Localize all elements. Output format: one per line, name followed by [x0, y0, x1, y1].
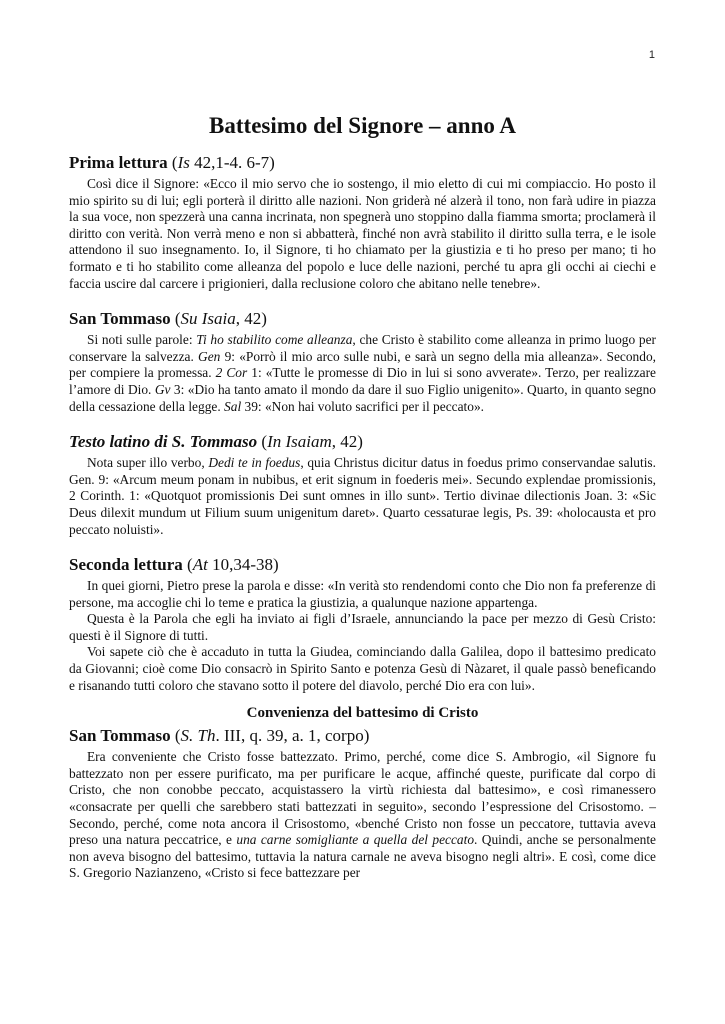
document-body	[69, 112, 656, 882]
text-run: 9: «Porrò il mio arco sulle nubi, e sarà un segno della mia alleanza». Secondo, per compiere la promessa.	[69, 348, 656, 381]
section-heading-prima-lettura	[69, 152, 656, 173]
paragraph: Così dice il Signore: «Ecco il mio servo che io sostengo, il mio eletto di cui mi compiaccio. Ho posto il mio spirito su di lui; egli porterà il diritto alle nazioni. Non griderà né alzerà il tono, non farà udire in piazza la sua voce, non spezzerà una canna incrinata, non spegnerà uno stoppino dalla fiamma smorta; proclamerà il diritto con verità. Non verrà meno e non si abbatterà, finché non avrà stabilito il diritto sulla terra, e le isole attendono il suo insegnamento. Io, il Signore, ti ho chiamato per la giustizia e ti ho preso per mano; ti ho formato e ti ho stabilito come alleanza del popolo e luce delle nazioni, perché tu apra gli occhi ai ciechi e faccia uscire dal carcere i prigionieri, dalla reclusione coloro che abitano nelle tenebre».	[69, 176, 656, 291]
heading-label: Seconda lettura	[69, 555, 183, 575]
text-run: . Quindi, anche se personalmente non aveva bisogno del battesimo, tuttavia la natura carnale ne aveva bisogno negli altri». E così, come dice S. Gregorio Nazianzeno, «Cristo si fece battezzare per	[69, 832, 656, 881]
heading-ref-rest: 10,34-38)	[207, 555, 279, 575]
heading-ref-rest: . III, q. 39, a. 1, corpo)	[215, 726, 370, 746]
italic-run: Ti ho stabilito come alleanza	[196, 332, 353, 348]
paragraph: In quei giorni, Pietro prese la parola e disse: «In verità sto rendendomi conto che Dio non fa preferenze di persone, ma accoglie chi lo teme e pratica la giustizia, a qualunque nazione appartenga.	[69, 578, 656, 610]
text-run: Era conveniente che Cristo fosse battezzato. Primo, perché, come dice S. Ambrogio, «il Signore fu battezzato non per essere purificato, ma per purificare le acque, affinché queste, purificate dal corpo di Cristo, che non conobbe peccato, acquistassero la virtù richiesta dal battesimo», e così rimanessero «consacrate per quelli che sarebbero stati battezzati in seguito», secondo l’espressione del Crisostomo. – Secondo, perché, come nota ancora il Crisostomo, «benché Cristo non fosse un peccatore, tuttavia aveva preso una natura peccatrice, e	[69, 749, 656, 848]
section-title-convenienza: Convenienza del battesimo di Cristo	[246, 705, 479, 722]
document-title: Battesimo del Signore – anno A	[209, 113, 516, 138]
italic-run: Dedi te in foedus	[208, 455, 301, 471]
heading-ref-open: (	[170, 726, 181, 746]
paragraph: Voi sapete ciò che è accaduto in tutta la Giudea, cominciando dalla Galilea, dopo il battesimo predicato da Giovanni; cioè come Dio consacrò in Spirito Santo e potenza Gesù di Nàzaret, il quale passò beneficando e risanando tutti coloro che stavano sotto il potere del diavolo, perché Dio era con lui».	[69, 644, 656, 693]
text-run: Si noti sulle parole:	[87, 332, 197, 348]
heading-ref-rest: , 42)	[235, 309, 267, 329]
heading-ref-rest: , 42)	[331, 432, 363, 452]
text-run: 39: «Non hai voluto sacrifici per il peccato».	[241, 398, 484, 414]
paragraph	[69, 749, 656, 882]
heading-label: Prima lettura	[69, 153, 168, 172]
heading-ref-open: (	[167, 153, 178, 172]
page-number: 1	[648, 49, 655, 61]
section-heading-seconda-lettura	[69, 554, 656, 575]
section-heading-testo-latino	[69, 431, 656, 452]
text-run: Nota super illo verbo,	[87, 455, 209, 471]
italic-run: Sal	[224, 398, 242, 414]
heading-ref-book: Su Isaia	[180, 309, 236, 329]
italic-run: Gen	[198, 348, 221, 364]
heading-ref-book: In Isaiam	[267, 432, 332, 452]
paragraph	[69, 332, 656, 415]
heading-label: San Tommaso	[69, 726, 171, 746]
section-heading-san-tommaso-summa	[69, 725, 656, 746]
heading-ref-open: (	[170, 309, 181, 329]
heading-label: Testo latino di S. Tommaso	[69, 432, 258, 452]
italic-run: una carne somigliante a quella del peccato	[236, 832, 475, 848]
section-heading-san-tommaso	[69, 308, 656, 329]
heading-ref-open: (	[257, 432, 268, 452]
italic-run: Gv	[154, 381, 171, 397]
heading-ref-open: (	[182, 555, 193, 575]
italic-run: 2 Cor	[215, 365, 248, 381]
heading-ref-book: S. Th	[180, 726, 216, 746]
heading-ref-book: At	[192, 555, 208, 575]
text-run: 3: «Dio ha tanto amato il mondo da dare il suo Figlio unigenito». Quarto, in quanto segno della cessazione della legge.	[69, 381, 656, 414]
paragraph: Questa è la Parola che egli ha inviato ai figli d’Israele, annunciando la pace per mezzo di Gesù Cristo: questi è il Signore di tutti.	[69, 611, 656, 643]
text-run: 1: «Tutte le promesse di Dio in lui si sono avverate». Terzo, per realizzare l’amore di Dio.	[69, 365, 657, 397]
text-run: , quia Christus dicitur datus in foedus primo conservandae salutis. Gen. 9: «Arcum meum ponam in nubibus, et erit signum in foederis mei». Secundo explendae promissionis, 2 Corinth. 1: «Quotquot promissionis Dei sunt omnes in illo sunt». Tertio divinae dilectionis Joan. 3: «Sic Deus dilexit mundum ut Filium suum unigenitum daret». Quarto cessaturae legis, Ps. 39: «holocausta et pro peccato noluisti».	[69, 455, 656, 537]
paragraph	[69, 455, 656, 538]
heading-ref-book: Is	[177, 153, 190, 172]
heading-label: San Tommaso	[69, 309, 171, 329]
text-run: , che Cristo è stabilito come alleanza in primo luogo per conservare la salvezza.	[69, 332, 656, 364]
heading-ref-rest: 42,1-4. 6-7)	[189, 153, 275, 172]
